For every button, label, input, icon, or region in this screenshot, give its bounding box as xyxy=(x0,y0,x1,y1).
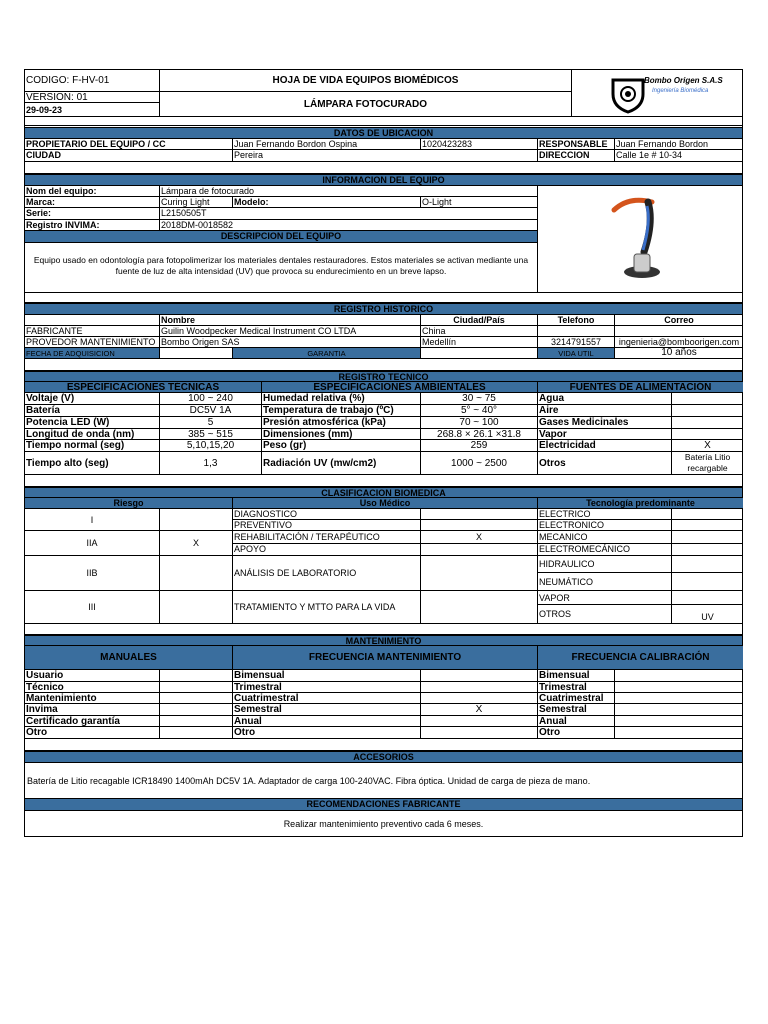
direccion-label: DIRECCION xyxy=(538,150,615,162)
frec-mant-label: Otro xyxy=(233,727,421,739)
accesorios-text: Batería de Litio recagable ICR18490 1400mAh DC5V 1A. Adaptador de carga 100-240VAC. Fibra óptica. Unidad de carga de pieza de mano. xyxy=(25,763,742,799)
frec-mant-label: Semestral xyxy=(233,704,421,716)
manual-label: Usuario xyxy=(25,670,160,682)
frec-cal-label: Trimestral xyxy=(538,682,615,693)
tec-vapor: VAPOR xyxy=(538,591,672,605)
col-correo: Correo xyxy=(615,315,743,326)
fuentes-header: FUENTES DE ALIMENTACIÓN xyxy=(538,382,743,393)
nombre-label: Nom del equipo: xyxy=(25,186,160,197)
amb-label: Presión atmosférica (kPa) xyxy=(262,417,421,429)
esp-ambientales-header: ESPECIFICACIONES AMBIENTALES xyxy=(262,382,538,393)
riesgo-iia: IIA xyxy=(25,531,160,556)
amb-value: 5° ~ 40° xyxy=(421,405,538,417)
ubicacion-band: DATOS DE UBICACION xyxy=(25,127,742,139)
manual-mark xyxy=(160,693,233,704)
tec-label: Tiempo alto (seg) xyxy=(25,452,160,475)
proveedor-nombre: Bombo Origen SAS xyxy=(160,337,421,348)
uso-preventivo-mark xyxy=(421,520,538,531)
logo-area xyxy=(572,70,743,117)
nombre-value: Lámpara de fotocurado xyxy=(160,186,538,197)
riesgo-i: I xyxy=(25,509,160,531)
manual-label: Mantenimiento xyxy=(25,693,160,704)
frec-cal-mark xyxy=(615,716,743,727)
fabricante-correo xyxy=(615,326,743,337)
riesgo-header: Riesgo xyxy=(25,498,233,509)
logo-icon xyxy=(608,74,648,114)
riesgo-iib: IIB xyxy=(25,556,160,591)
manual-mark xyxy=(160,727,233,739)
fuente-value xyxy=(672,393,743,405)
tec-otros: OTROS xyxy=(538,605,672,624)
frec-cal-mark xyxy=(615,704,743,716)
riesgo-iia-mark: X xyxy=(160,531,233,556)
page-title: HOJA DE VIDA EQUIPOS BIOMÉDICOS xyxy=(160,70,572,92)
tec-hidraulico: HIDRAULICO xyxy=(538,556,672,573)
manual-mark xyxy=(160,704,233,716)
amb-label: Peso (gr) xyxy=(262,440,421,452)
amb-value: 70 ~ 100 xyxy=(421,417,538,429)
tec-label: Voltaje (V) xyxy=(25,393,160,405)
spacer xyxy=(25,162,742,174)
descripcion-band: DESCRIPCION DEL EQUIPO xyxy=(25,231,538,243)
riesgo-iii-mark xyxy=(160,591,233,624)
proveedor-telefono: 3214791557 xyxy=(538,337,615,348)
proveedor-ciudad: Medellín xyxy=(421,337,538,348)
tec-value: 100 ~ 240 xyxy=(160,393,262,405)
uso-laboratorio: ANÁLISIS DE LABORATORIO xyxy=(233,556,421,591)
frec-mant-mark xyxy=(421,693,538,704)
frec-cal-header: FRECUENCIA CALIBRACIÓN xyxy=(538,646,743,670)
frec-mant-label: Cuatrimestral xyxy=(233,693,421,704)
proveedor-correo: ingenieria@bomboorigen.com xyxy=(615,337,743,348)
uso-preventivo: PREVENTIVO xyxy=(233,520,421,531)
fuente-value: X xyxy=(672,440,743,452)
fuente-value xyxy=(672,429,743,440)
amb-value: 30 ~ 75 xyxy=(421,393,538,405)
tec-label: Batería xyxy=(25,405,160,417)
recomendaciones-text: Realizar mantenimiento preventivo cada 6 meses. xyxy=(283,819,484,829)
uso-diagnostico-mark xyxy=(421,509,538,520)
page-subtitle: LÁMPARA FOTOCURADO xyxy=(160,92,572,117)
spacer xyxy=(25,117,742,126)
uso-diagnostico: DIAGNOSTICO xyxy=(233,509,421,520)
historico-blank xyxy=(25,315,160,326)
frec-cal-label: Cuatrimestral xyxy=(538,693,615,704)
manual-mark xyxy=(160,716,233,727)
fuente-value xyxy=(672,417,743,429)
codigo-cell: CODIGO: F-HV-01 xyxy=(25,70,160,92)
descripcion-text: Equipo usado en odontología para fotopolimerizar los materiales dentales restauradores. Estos materiales se activan mediante una fuente de luz de alta intensidad (UV) que provoca su endurecimiento en un breve lapso. xyxy=(25,243,538,293)
tec-electromecanico: ELECTROMECÁNICO xyxy=(538,544,672,556)
amb-value: 259 xyxy=(421,440,538,452)
tec-electromecanico-mark xyxy=(672,544,743,556)
fuente-otros-line2: recargable xyxy=(687,463,728,473)
frec-cal-label: Anual xyxy=(538,716,615,727)
garantia-label: GARANTIA xyxy=(233,348,421,359)
fecha-cell: 29-09-23 xyxy=(25,103,160,117)
vida-util-value: 10 años xyxy=(615,348,743,359)
fuente-otros-line1: Batería Litio xyxy=(684,452,731,462)
fuente-label: Gases Medicinales xyxy=(538,417,672,429)
fuente-value xyxy=(672,405,743,417)
invima-label: Registro INVIMA: xyxy=(25,220,160,231)
serie-label: Serie: xyxy=(25,208,160,220)
hoja-de-vida-sheet xyxy=(24,69,743,837)
logo-text: Bombo Origen S.A.S xyxy=(644,76,723,85)
fuente-otros-value xyxy=(672,452,743,475)
accesorios-band: ACCESORIOS xyxy=(25,751,742,763)
frec-mant-mark xyxy=(421,670,538,682)
vida-util-label: VIDA UTIL xyxy=(538,348,615,359)
frec-cal-mark xyxy=(615,693,743,704)
tecnico-band: REGISTRO TECNICO xyxy=(25,371,742,382)
tec-label: Longitud de onda (nm) xyxy=(25,429,160,440)
frec-mant-label: Bimensual xyxy=(233,670,421,682)
modelo-value: O-Light xyxy=(421,197,538,208)
spacer xyxy=(25,359,742,371)
fecha-adquisicion-value xyxy=(160,348,233,359)
fabricante-telefono xyxy=(538,326,615,337)
informacion-band: INFORMACION DEL EQUIPO xyxy=(25,174,742,186)
manual-mark xyxy=(160,670,233,682)
frec-mant-header: FRECUENCIA MANTENIMIENTO xyxy=(233,646,538,670)
tec-hidraulico-mark xyxy=(672,556,743,573)
frec-cal-label: Otro xyxy=(538,727,615,739)
fuente-label: Otros xyxy=(538,452,672,475)
mantenimiento-band: MANTENIMIENTO xyxy=(25,635,742,646)
frec-mant-mark xyxy=(421,716,538,727)
tecnologia-header: Tecnología predominante xyxy=(538,498,743,509)
amb-value: 1000 ~ 2500 xyxy=(421,452,538,475)
marca-value: Curing Light xyxy=(160,197,233,208)
tec-electronico-mark xyxy=(672,520,743,531)
uso-rehabilitacion: REHABILITACIÓN / TERAPÉUTICO xyxy=(233,531,421,544)
fuente-label: Electricidad xyxy=(538,440,672,452)
frec-mant-mark xyxy=(421,682,538,693)
uso-tratamiento: TRATAMIENTO Y MTTO PARA LA VIDA xyxy=(233,591,421,624)
tec-neumatico: NEUMÁTICO xyxy=(538,573,672,591)
fabricante-label: FABRICANTE xyxy=(25,326,160,337)
fuente-label: Aire xyxy=(538,405,672,417)
propietario-value: Juan Fernando Bordon Ospina xyxy=(233,139,421,150)
uso-apoyo: APOYO xyxy=(233,544,421,556)
proveedor-label: PROVEDOR MANTENIMIENTO xyxy=(25,337,160,348)
tec-vapor-mark xyxy=(672,591,743,605)
propietario-label: PROPIETARIO DEL EQUIPO / CC xyxy=(25,139,233,150)
clasificacion-band: CLASIFICACION BIOMEDICA xyxy=(25,487,742,498)
tec-value: 5,10,15,20 xyxy=(160,440,262,452)
marca-label: Marca: xyxy=(25,197,160,208)
ciudad-value: Pereira xyxy=(233,150,538,162)
spacer xyxy=(25,624,742,635)
tec-label: Potencia LED (W) xyxy=(25,417,160,429)
col-nombre: Nombre xyxy=(160,315,421,326)
fecha-adquisicion-label: FECHA DE ADQUISICION xyxy=(25,348,160,359)
tec-electrico: ELECTRICO xyxy=(538,509,672,520)
riesgo-i-mark xyxy=(160,509,233,531)
riesgo-iii: III xyxy=(25,591,160,624)
frec-mant-mark: X xyxy=(421,704,538,716)
equipment-image xyxy=(538,186,743,293)
spacer xyxy=(25,293,742,303)
tec-neumatico-mark xyxy=(672,573,743,591)
tec-mecanico-mark xyxy=(672,531,743,544)
tec-value: 5 xyxy=(160,417,262,429)
manual-label: Invima xyxy=(25,704,160,716)
tec-electrico-mark xyxy=(672,509,743,520)
frec-cal-mark xyxy=(615,682,743,693)
garantia-value xyxy=(421,348,538,359)
riesgo-iib-mark xyxy=(160,556,233,591)
responsable-label: RESPONSABLE xyxy=(538,139,615,150)
spacer xyxy=(25,475,742,487)
esp-tecnicas-header: ESPECIFICACIONES TÉCNICAS xyxy=(25,382,262,393)
version-cell: VERSION: 01 xyxy=(25,92,160,103)
uso-header: Uso Médico xyxy=(233,498,538,509)
fabricante-nombre: Guilin Woodpecker Medical Instrument CO LTDA xyxy=(160,326,421,337)
tec-label: Tiempo normal (seg) xyxy=(25,440,160,452)
tec-value: DC5V 1A xyxy=(160,405,262,417)
logo-subtext: Ingeniería Biomédica xyxy=(652,88,709,94)
frec-cal-label: Bimensual xyxy=(538,670,615,682)
responsable-value: Juan Fernando Bordon xyxy=(615,139,743,150)
amb-label: Dimensiones (mm) xyxy=(262,429,421,440)
tec-mecanico: MECANICO xyxy=(538,531,672,544)
frec-cal-label: Semestral xyxy=(538,704,615,716)
amb-value: 268.8 × 26.1 ×31.8 xyxy=(421,429,538,440)
fabricante-ciudad: China xyxy=(421,326,538,337)
fuente-label: Agua xyxy=(538,393,672,405)
uso-laboratorio-mark xyxy=(421,556,538,591)
tec-value: 1,3 xyxy=(160,452,262,475)
fuente-label: Vapor xyxy=(538,429,672,440)
curing-lamp-icon xyxy=(604,192,674,287)
col-ciudad: Ciudad/País xyxy=(421,315,538,326)
manual-mark xyxy=(160,682,233,693)
frec-mant-label: Trimestral xyxy=(233,682,421,693)
uso-tratamiento-mark xyxy=(421,591,538,624)
invima-value: 2018DM-0018582 xyxy=(160,220,538,231)
manual-label: Certificado garantía xyxy=(25,716,160,727)
amb-label: Radiación UV (mw/cm2) xyxy=(262,452,421,475)
col-telefono: Telefono xyxy=(538,315,615,326)
frec-mant-label: Anual xyxy=(233,716,421,727)
uso-apoyo-mark xyxy=(421,544,538,556)
direccion-value: Calle 1e # 10-34 xyxy=(615,150,743,162)
uso-rehabilitacion-mark: X xyxy=(421,531,538,544)
frec-cal-mark xyxy=(615,670,743,682)
spacer xyxy=(25,739,742,751)
tec-electronico: ELECTRONICO xyxy=(538,520,672,531)
recomendaciones-band: RECOMENDACIONES FABRICANTE xyxy=(25,799,742,811)
cc-value: 1020423283 xyxy=(421,139,538,150)
tec-value: 385 ~ 515 xyxy=(160,429,262,440)
manual-label: Otro xyxy=(25,727,160,739)
historico-band: REGISTRO HISTORICO xyxy=(25,303,742,315)
frec-cal-mark xyxy=(615,727,743,739)
amb-label: Humedad relativa (%) xyxy=(262,393,421,405)
manual-label: Técnico xyxy=(25,682,160,693)
serie-value: L2150505T xyxy=(160,208,538,220)
manuales-header: MANUALES xyxy=(25,646,233,670)
amb-label: Temperatura de trabajo (ºC) xyxy=(262,405,421,417)
modelo-label: Modelo: xyxy=(233,197,421,208)
ciudad-label: CIUDAD xyxy=(25,150,233,162)
frec-mant-mark xyxy=(421,727,538,739)
tec-otros-value: UV xyxy=(672,605,743,624)
